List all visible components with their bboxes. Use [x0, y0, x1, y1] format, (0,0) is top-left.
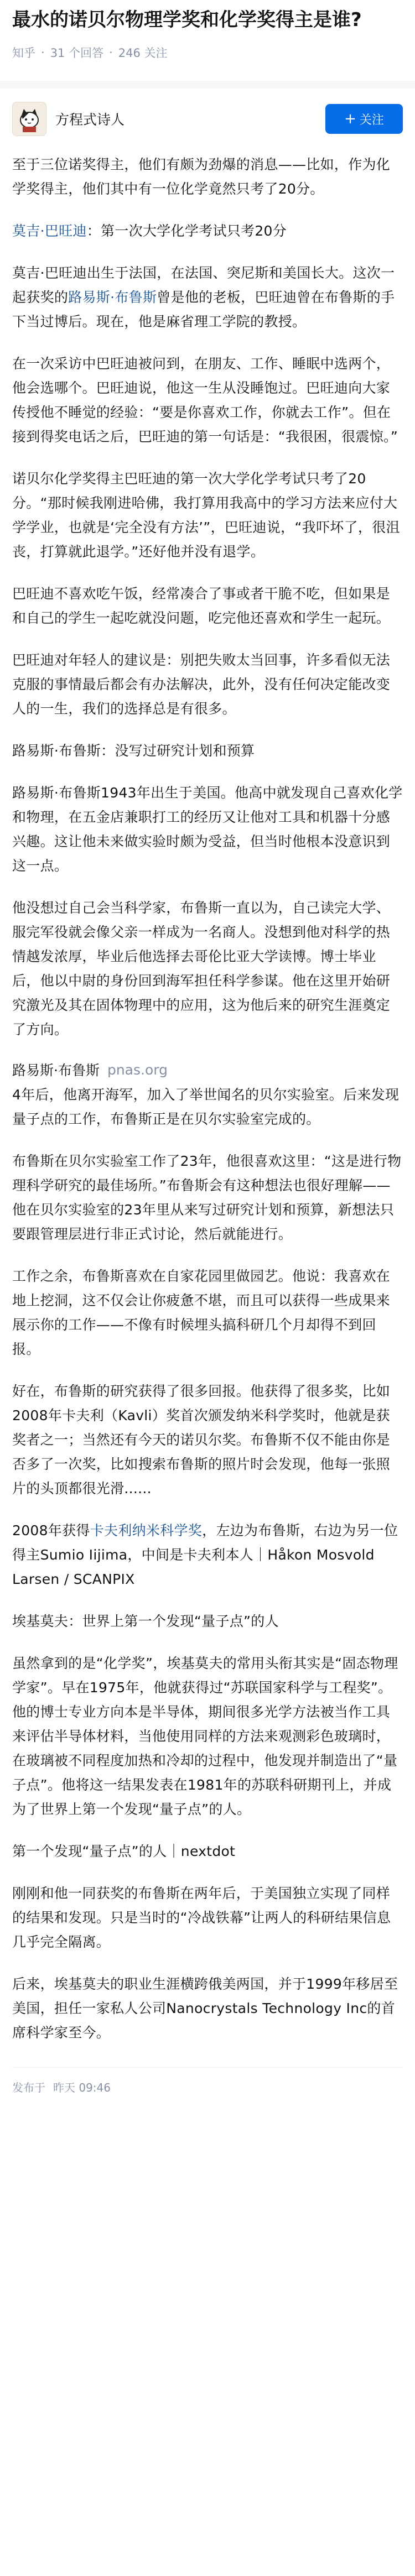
paragraph: [12, 261, 403, 334]
paragraph: 布鲁斯在贝尔实验室工作了23年，他很喜欢这里：“这是进行物理科学研究的最佳场所。”布鲁斯会有这种想法也很好理解——他在贝尔实验室的23年里从来写过研究计划和预算，新想法只要跟管理层进行非正式讨论，然后就能进行。: [12, 1153, 402, 1242]
image-caption: [12, 1519, 403, 1592]
answer-count[interactable]: 31 个回答: [50, 46, 104, 60]
author-name[interactable]: 方程式诗人: [55, 112, 125, 128]
paragraph: 刚刚和他一同获奖的布鲁斯在两年后，于美国独立实现了同样的结果和发现。只是当时的“冷战铁幕”让两人的科研结果信息几乎完全隔离。: [12, 1885, 391, 1950]
meta-separator: ·: [109, 46, 113, 59]
section-divider: [0, 81, 415, 88]
source-label: 知乎: [12, 46, 35, 60]
plus-icon: +: [344, 111, 356, 127]
link-card-domain: pnas.org: [107, 1061, 168, 1078]
paragraph: 巴旺迪不喜欢吃午饭，经常凑合了事或者干脆不吃，但如果是和自己的学生一起吃就没问题，吃完他还喜欢和学生一起玩。: [12, 586, 391, 626]
section-heading: 埃基莫夫：世界上第一个发现“量子点”的人: [12, 1613, 279, 1629]
meta-separator: ·: [41, 46, 45, 59]
text-span: ，左边为布鲁斯，右边为另一位得主Sumio Iijima，中间是卡夫利本人｜Håkon Mosvold Larsen / SCANPIX: [12, 1522, 398, 1587]
avatar[interactable]: [12, 102, 46, 136]
publish-info: [12, 2067, 403, 2103]
follower-count: 246 关注: [118, 46, 168, 60]
text-span: 莫吉·巴旺迪出生于法国，在法国、突尼斯和美国长大。这次一起获奖的: [12, 265, 395, 305]
paragraph: 工作之余，布鲁斯喜欢在自家花园里做园艺。他说：我喜欢在地上挖洞，这不仅会让你疲惫不堪，而且可以获得一些成果来展示你的工作——不像有时候埋头搞科研几个月却得不到回报。: [12, 1268, 391, 1357]
paragraph: 4年后，他离开海军，加入了举世闻名的贝尔实验室。后来发现量子点的工作，布鲁斯正是在贝尔实验室完成的。: [12, 1087, 400, 1127]
text-span: 2008年获得: [12, 1522, 90, 1539]
image-caption: 第一个发现“量子点”的人｜nextdot: [12, 1843, 236, 1859]
link-card[interactable]: [12, 1060, 403, 1080]
inline-link[interactable]: 莫吉·巴旺迪: [12, 223, 87, 239]
follow-button[interactable]: [325, 104, 403, 134]
paragraph: 他没想过自己会当科学家，布鲁斯一直以为，自己读完大学、服完军役就会像父亲一样成为一名商人。没想到他对科学的热情越发浓厚，毕业后他选择去哥伦比亚大学读博。博士毕业后，他以中尉的身份回到海军担任科学参谋。他在这里开始研究激光及其在固体物理中的应用，这为他后来的研究生涯奠定了方向。: [12, 900, 391, 1037]
question-meta: [12, 44, 403, 61]
paragraph: 后来，埃基莫夫的职业生涯横跨俄美两国，并于1999年移居至美国，担任一家私人公司Nanocrystals Technology Inc的首席科学家至今。: [12, 1976, 398, 2041]
inline-link[interactable]: 路易斯·布鲁斯: [68, 289, 157, 305]
paragraph: 巴旺迪对年轻人的建议是：别把失败太当回事，许多看似无法克服的事情最后都会有办法解决，此外，没有任何决定能改变人的一生，我们的选择总是有很多。: [12, 652, 391, 717]
answer-body-continued: [12, 1083, 403, 2045]
follow-label: 关注: [359, 113, 384, 127]
heading-text: ：第一次大学化学考试只考20分: [86, 223, 287, 239]
published-time: 昨天 09:46: [53, 2081, 111, 2094]
text-span: 曾是他的老板，巴旺迪曾在布鲁斯的手下当过博后。现在，他是麻省理工学院的教授。: [12, 289, 395, 330]
paragraph: 好在，布鲁斯的研究获得了很多回报。他获得了很多奖，比如2008年卡夫利（Kavli）奖首次颁发纳米科学奖时，他就是获奖者之一；当然还有今天的诺贝尔奖。布鲁斯不仅不能由你是否多了一次奖，比如搜索布鲁斯的照片时会发现，他每一张照片的头顶都很光滑......: [12, 1383, 391, 1496]
paragraph: 至于三位诺奖得主，他们有颇为劲爆的消息——比如，作为化学奖得主，他们其中有一位化学竟然只考了20分。: [12, 157, 391, 197]
section-heading: [12, 219, 403, 243]
published-label: 发布于: [12, 2081, 45, 2094]
section-heading: 路易斯·布鲁斯：没写过研究计划和预算: [12, 743, 255, 759]
link-card-title: 路易斯·布鲁斯: [12, 1062, 100, 1078]
inline-link[interactable]: 卡夫利纳米科学奖: [90, 1522, 203, 1539]
paragraph: 路易斯·布鲁斯1943年出生于美国。他高中就发现自己喜欢化学和物理，在五金店兼职打工的经历又让他对工具和机器十分感兴趣。这让他未来做实验时颇为受益，但当时他根本没意识到这一点。: [12, 785, 403, 874]
avatar-cat-icon: [15, 105, 44, 133]
paragraph: 诺贝尔化学奖得主巴旺迪的第一次大学化学考试只考了20分。“那时候我刚进哈佛，我打算用我高中的学习方法来应付大学学业，也就是‘完全没有方法’”，巴旺迪说，“我吓坏了，很沮丧，打算就此退学。”还好他并没有退学。: [12, 471, 400, 560]
question-title[interactable]: 最水的诺贝尔物理学奖和化学奖得主是谁?: [12, 9, 362, 31]
author-row: [12, 88, 403, 149]
answer-body: [12, 153, 403, 1042]
paragraph: 在一次采访中巴旺迪被问到，在朋友、工作、睡眠中选两个，他会选哪个。巴旺迪说，他这一生从没睡饱过。巴旺迪向大家传授他不睡觉的经验：“要是你喜欢工作，你就去工作”。但在接到得奖电话之后，巴旺迪的第一句话是：“我很困，很震惊。”: [12, 356, 398, 445]
paragraph: 虽然拿到的是“化学奖”，埃基莫夫的常用头衔其实是“固态物理学家”。早在1975年，他就获得过“苏联国家科学与工程奖”。他的博士专业方向本是半导体，期间很多光学方法被当作工具来评估半导体材料，当他使用同样的方法来观测彩色玻璃时，在玻璃被不同程度加热和冷却的过程中，他发现并制造出了“量子点”。他将这一结果发表在1981年的苏联科研期刊上，并成为了世界上第一个发现“量子点”的人。: [12, 1655, 398, 1817]
